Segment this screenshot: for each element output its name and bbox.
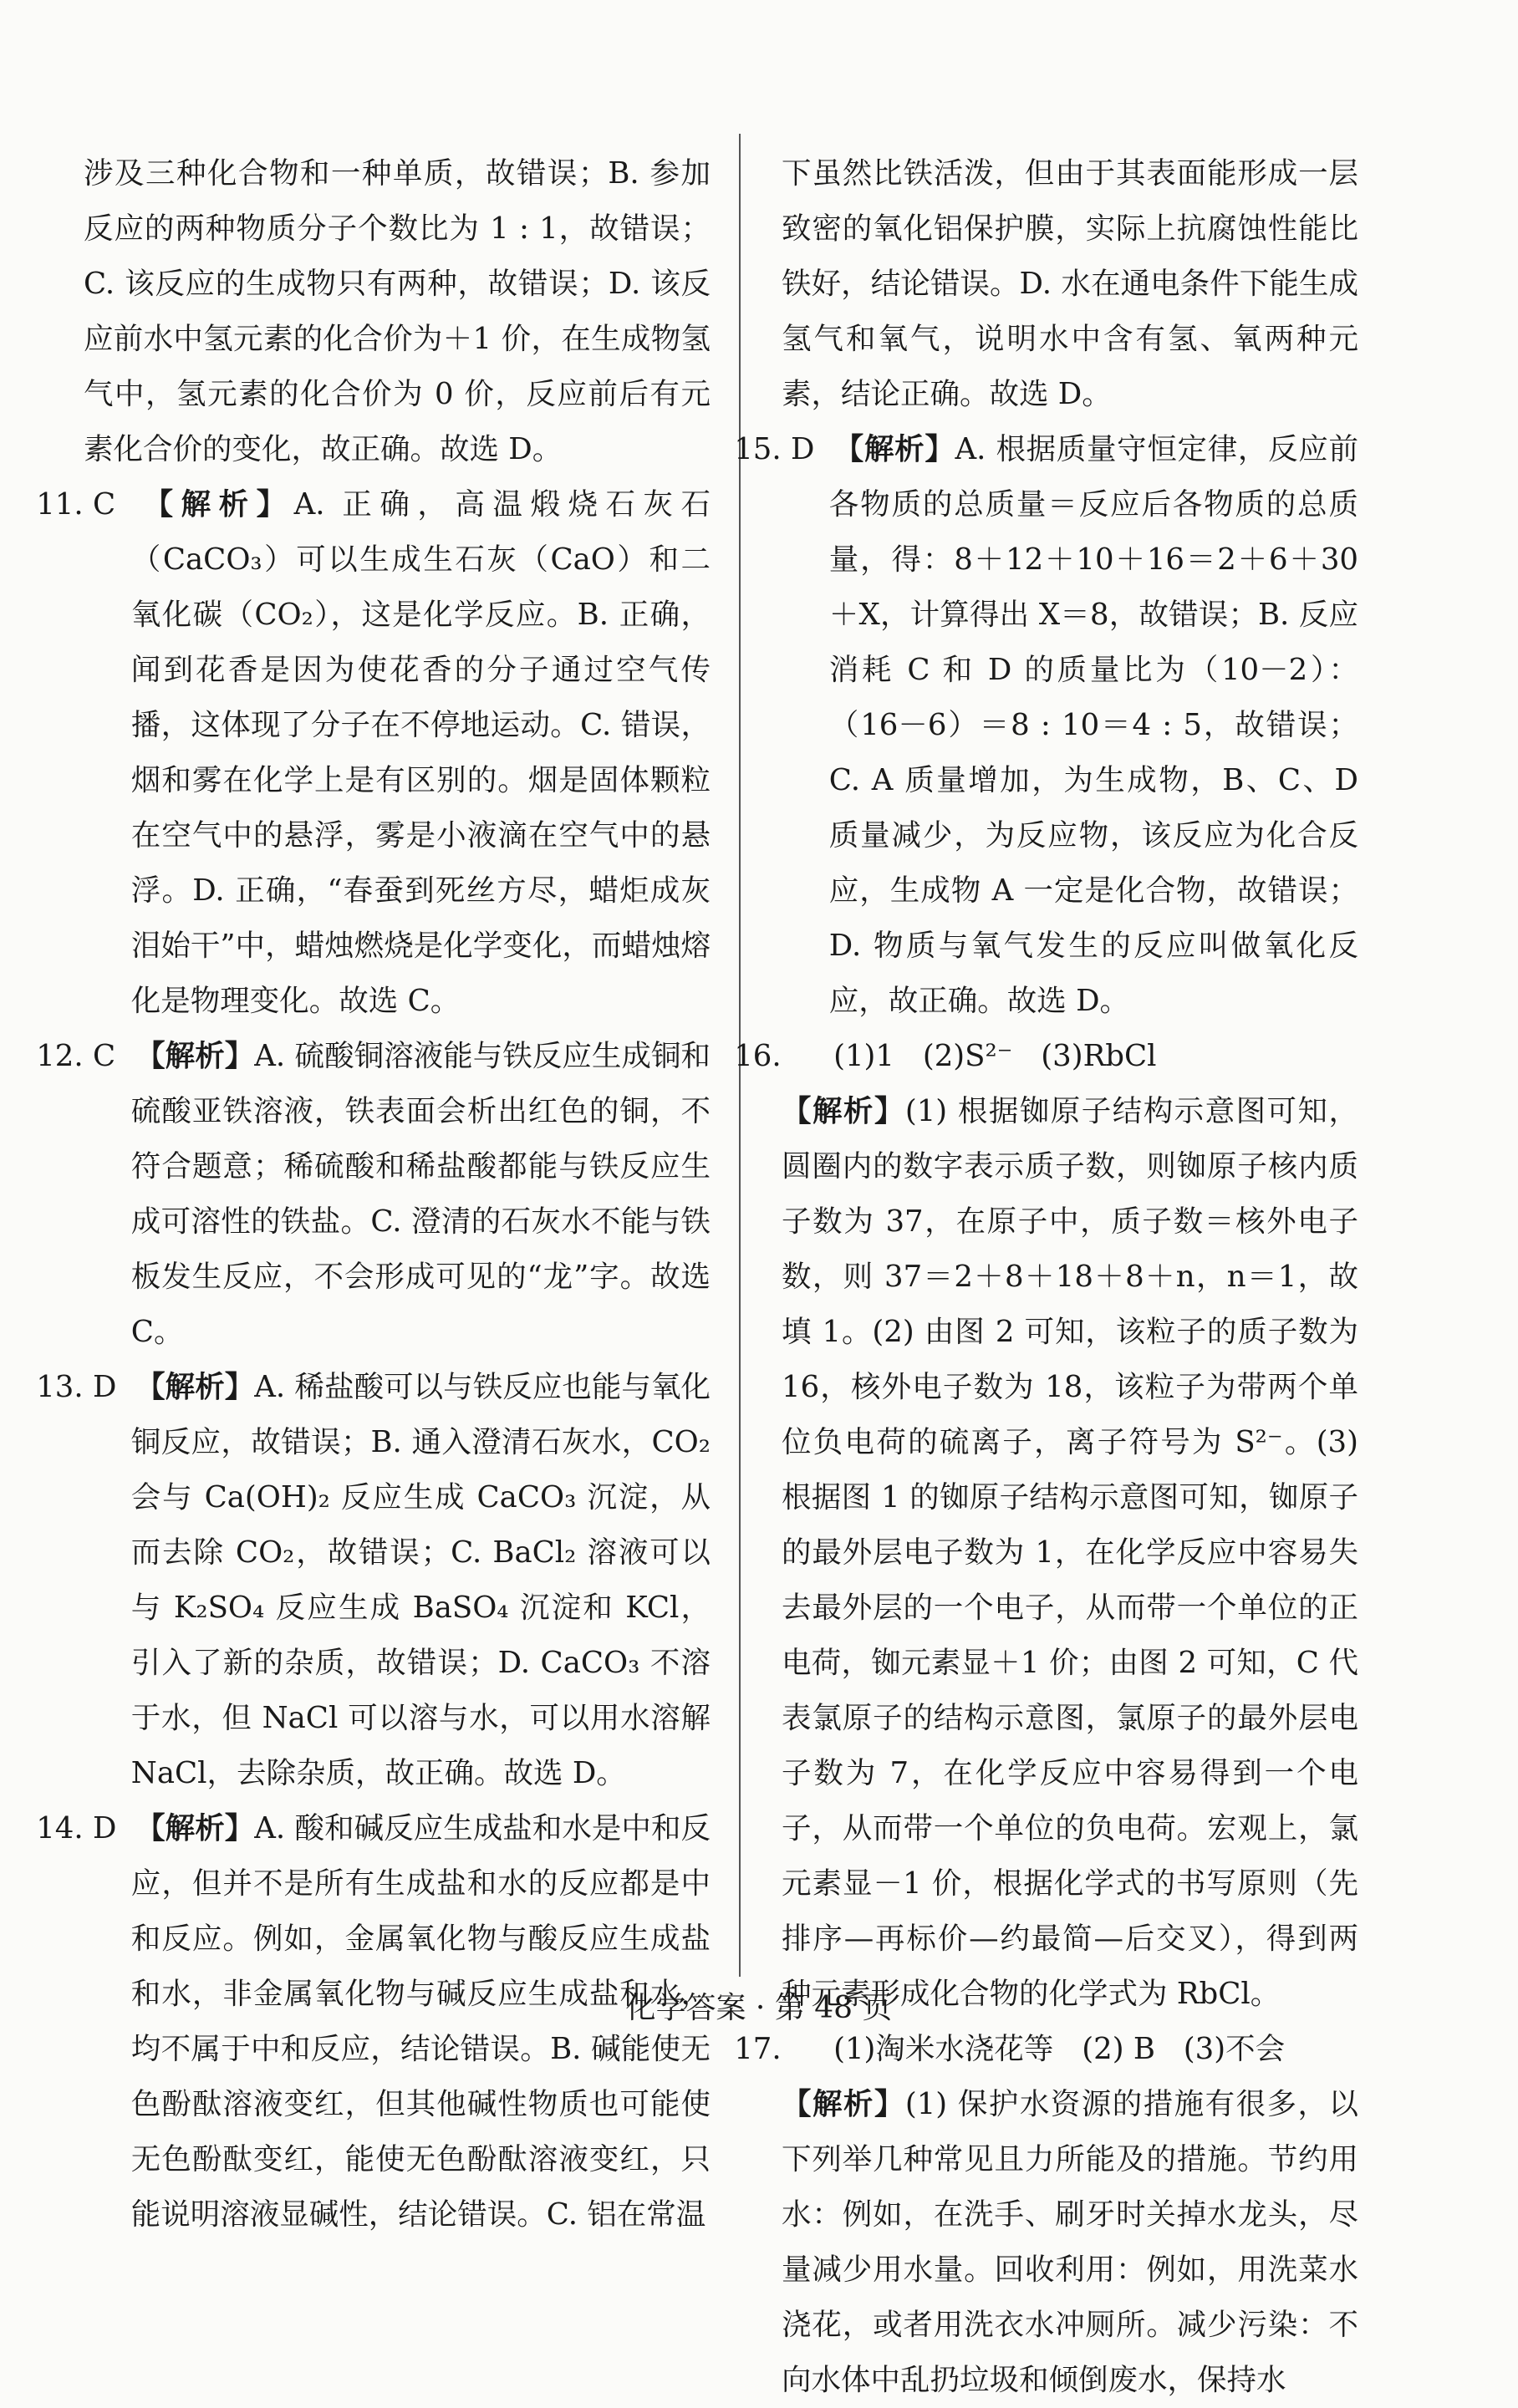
answer-17-part3: (3)不会 (1183, 2032, 1286, 2066)
answer-16-part2: (2)S²⁻ (922, 1039, 1013, 1073)
paragraph-14-continued: 下虽然比铁活泼，但由于其表面能形成一层致密的氧化铝保护膜，实际上抗腐蚀性能比铁好，结论错误。D. 水在通电条件下能生成氢气和氧气，说明水中含有氢、氧两种元素，结论正确。故选 D。 (782, 156, 1358, 411)
answer-11-number: 11. C (36, 487, 116, 522)
answer-12 (36, 1029, 711, 1360)
answer-14-number: 14. D (36, 1811, 117, 1845)
answer-17-part2: (2) B (1082, 2032, 1155, 2066)
answer-13-text: A. 稀盐酸可以与铁反应也能与氧化铜反应，故错误；B. 通入澄清石灰水，CO₂ 会与 Ca(OH)₂ 反应生成 CaCO₃ 沉淀，从而去除 CO₂，故错误；C. BaCl₂ 溶液可以与 K₂SO₄ 反应生成 BaSO₄ 沉淀和 KCl，引入了新的杂质，故错误；D. CaCO₃ 不溶于水，但 NaCl 可以溶与水，可以用水溶解 NaCl，去除杂质，故正确。故选 D。 (130, 1370, 711, 1790)
analysis-tag: 【解析】 (782, 1094, 905, 1128)
answer-13-number: 13. D (36, 1370, 117, 1404)
answer-11 (36, 477, 711, 1029)
answer-16-part3: (3)RbCl (1041, 1039, 1157, 1073)
answer-15-number: 15. D (734, 432, 815, 466)
answer-17-number: 17. (734, 2032, 782, 2066)
answer-12-number: 12. C (36, 1039, 116, 1073)
analysis-tag: 【解析】 (135, 1039, 255, 1073)
answer-17 (734, 2022, 1358, 2077)
answer-13 (36, 1360, 711, 1801)
page-footer: 化学答案 · 第 48 页 (625, 1991, 893, 2025)
answer-16-number: 16. (734, 1039, 782, 1073)
answer-15 (734, 422, 1358, 1029)
answer-17-analysis-text: (1) 保护水资源的措施有很多，以下列举几种常见且力所能及的措施。节约用水：例如，在洗手、刷牙时关掉水龙头，尽量减少用水量。回收利用：例如，用洗菜水浇花，或者用洗衣水冲厕所。减少污染：不向水体中乱扔垃圾和倾倒废水，保持水 (782, 2087, 1358, 2397)
analysis-tag: 【解析】 (135, 487, 294, 522)
answer-16 (734, 1029, 1358, 1084)
analysis-tag: 【解析】 (135, 1811, 255, 1845)
left-column (36, 146, 711, 2243)
answer-15-text: A. 根据质量守恒定律，反应前各物质的总质量＝反应后各物质的总质量，得：8＋12＋10＋16＝2＋6＋30＋X，计算得出 X＝8，故错误；B. 反应消耗 C 和 D 的质量比为（10－2）：（16－6）＝8 : 10＝4 : 5，故错误；C. A 质量增加，为生成物，B、C、D 质量减少，为反应物，该反应为化合反应，生成物 A 一定是化合物，故错误；D. 物质与氧气发生的反应叫做氧化反应，故正确。故选 D。 (828, 432, 1358, 1018)
answer-11-text: A. 正确，高温煅烧石灰石（CaCO₃）可以生成生石灰（CaO）和二氧化碳（CO₂），这是化学反应。B. 正确，闻到花香是因为使花香的分子通过空气传播，这体现了分子在不停地运动。C. 错误，烟和雾在化学上是有区别的。烟是固体颗粒在空气中的悬浮，雾是小液滴在空气中的悬浮。D. 正确，“春蚕到死丝方尽，蜡炬成灰泪始干”中，蜡烛燃烧是化学变化，而蜡烛熔化是物理变化。故选 C。 (130, 487, 711, 1018)
analysis-tag: 【解析】 (833, 432, 955, 466)
answer-14-text: A. 酸和碱反应生成盐和水是中和反应，但并不是所有生成盐和水的反应都是中和反应。例如，金属氧化物与酸反应生成盐和水，非金属氧化物与碱反应生成盐和水，均不属于中和反应，结论错误。B. 碱能使无色酚酞溶液变红，但其他碱性物质也可能使无色酚酞变红，能使无色酚酞溶液变红，只能说明溶液显碱性，结论错误。C. 铝在常温 (130, 1811, 711, 2232)
answer-17-analysis (782, 2077, 1358, 2408)
analysis-tag: 【解析】 (782, 2087, 905, 2121)
answer-12-text: A. 硫酸铜溶液能与铁反应生成铜和硫酸亚铁溶液，铁表面会析出红色的铜，不符合题意；稀硫酸和稀盐酸都能与铁反应生成可溶性的铁盐。C. 澄清的石灰水不能与铁板发生反应，不会形成可见的“龙”字。故选 C。 (130, 1039, 711, 1349)
answer-16-analysis-text: (1) 根据铷原子结构示意图可知，圆圈内的数字表示质子数，则铷原子核内质子数为 37，在原子中，质子数＝核外电子数，则 37＝2＋8＋18＋8＋n，n＝1，故填 1。(2) 由图 2 可知，该粒子的质子数为 16，核外电子数为 18，该粒子为带两个单位负电荷的硫离子，离子符号为 S²⁻。(3) 根据图 1 的铷原子结构示意图可知，铷原子的最外层电子数为 1，在化学反应中容易失去最外层的一个电子，从而带一个单位的正电荷，铷元素显＋1 价；由图 2 可知，C 代表氯原子的结构示意图，氯原子的最外层电子数为 7，在化学反应中容易得到一个电子，从而带一个单位的负电荷。宏观上，氯元素显－1 价，根据化学式的书写原则（先排序—再标价—约最简—后交叉），得到两种元素形成化合物的化学式为 RbCl。 (782, 1094, 1358, 2011)
analysis-tag: 【解析】 (135, 1370, 255, 1404)
answer-16-analysis (782, 1084, 1358, 2022)
answer-17-part1: (1)淘米水浇花等 (833, 2032, 1054, 2066)
answer-16-part1: (1)1 (833, 1039, 894, 1073)
paragraph-10-continued: 涉及三种化合物和一种单质，故错误；B. 参加反应的两种物质分子个数比为 1 : 1，故错误；C. 该反应的生成物只有两种，故错误；D. 该反应前水中氢元素的化合价为＋1 价，在生成物氢气中，氢元素的化合价为 0 价，反应前后有元素化合价的变化，故正确。故选 D。 (84, 156, 711, 466)
